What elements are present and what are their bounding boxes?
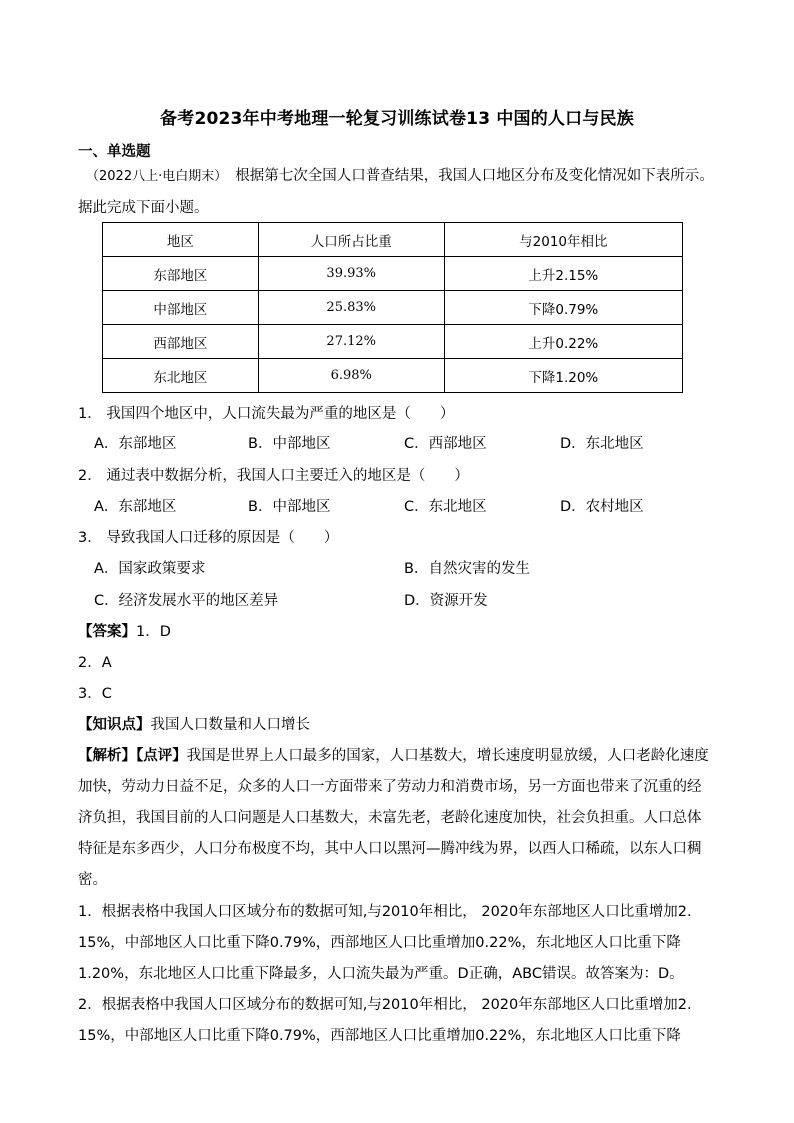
table-cell-change: 上升0.22% [444,325,682,359]
table-row [103,291,683,325]
answer-line-3: 3．C [78,686,112,702]
question-2-option-d[interactable]: D．农村地区 [560,499,644,515]
question-1-option-b[interactable]: B．中部地区 [248,436,331,452]
question-1-option-d[interactable]: D．东北地区 [560,436,644,452]
explanation-1-line-3: 1.20%，东北地区人口比重下降最多，人口流失最为严重。D正确，ABC错误。故答案为：D。 [78,966,684,982]
table-header: 人口所占比重 [258,223,444,257]
intro-line-1 [86,164,714,185]
question-2-option-c[interactable]: C．东北地区 [404,499,487,515]
analysis-line-2: 加快，劳动力日益不足，众多的人口一方面带来了劳动力和消费市场，另一方面也带来了沉重的经 [78,779,702,795]
explanation-1-line-1: 1．根据表格中我国人口区域分布的数据可知,与2010年相比， 2020年东部地区人口比重增加2. [78,904,692,920]
table-header-row [103,223,683,257]
question-3-option-d[interactable]: D．资源开发 [404,593,488,609]
intro-text: 根据第七次全国人口普查结果，我国人口地区分布及变化情况如下表所示。 [235,168,714,184]
question-3-stem: 3． 导致我国人口迁移的原因是（ ） [78,530,339,546]
table-cell-region: 中部地区 [103,291,259,325]
analysis-line-5: 密。 [78,872,107,888]
answer-label: 【答案】 [78,624,136,640]
answer-line-2: 2．A [78,655,112,671]
question-2-option-b[interactable]: B．中部地区 [248,499,331,515]
explanation-1-line-2: 15%，中部地区人口比重下降0.79%，西部地区人口比重增加0.22%，东北地区人口比重下降 [78,935,681,951]
explanation-2-line-1: 2．根据表格中我国人口区域分布的数据可知,与2010年相比， 2020年东部地区人口比重增加2. [78,997,692,1013]
explanation-2-line-2: 15%，中部地区人口比重下降0.79%，西部地区人口比重增加0.22%，东北地区人口比重下降 [78,1028,681,1044]
question-3-option-a[interactable]: A．国家政策要求 [94,561,206,577]
table-cell-region: 东北地区 [103,359,259,393]
question-3-option-b[interactable]: B．自然灾害的发生 [404,561,530,577]
table-cell-share: 25.83% [258,291,444,325]
table-cell-change: 下降0.79% [444,291,682,325]
question-1-option-a[interactable]: A．东部地区 [94,436,177,452]
section-heading: 一、单选题 [78,144,151,160]
table-cell-share: 27.12% [258,325,444,359]
answer-line-1 [78,620,171,641]
question-2-stem: 2． 通过表中数据分析，我国人口主要迁入的地区是（ ） [78,468,469,484]
analysis-text: 我国是世界上人口最多的国家，人口基数大，增长速度明显放缓，人口老龄化速度 [186,748,709,764]
question-source: （2022八上·电白期末） [86,169,228,184]
question-3-option-c[interactable]: C．经济发展水平的地区差异 [94,593,279,609]
knowledge-label: 【知识点】 [78,717,151,733]
table-header: 地区 [103,223,259,257]
question-1-option-c[interactable]: C．西部地区 [404,436,487,452]
knowledge-point [78,713,310,734]
question-1-stem: 1． 我国四个地区中，人口流失最为严重的地区是（ ） [78,406,455,422]
population-table [102,222,683,393]
table-cell-share: 39.93% [258,257,444,291]
analysis-line-3: 济负担，我国目前的人口问题是人口基数大，未富先老，老龄化速度加快，社会负担重。人口总体 [78,810,702,826]
answer-text: 1．D [136,624,171,640]
table-cell-share: 6.98% [258,359,444,393]
table-row [103,359,683,393]
analysis-label: 【解析】【点评】 [78,748,187,764]
question-2-option-a[interactable]: A．东部地区 [94,499,177,515]
table-cell-change: 上升2.15% [444,257,682,291]
analysis-line-1 [78,744,709,765]
page-title: 备考2023年中考地理一轮复习训练试卷13 中国的人口与民族 [160,109,634,129]
knowledge-text: 我国人口数量和人口增长 [150,717,310,733]
table-row [103,325,683,359]
table-cell-region: 东部地区 [103,257,259,291]
intro-line-2: 据此完成下面小题。 [78,200,209,216]
analysis-line-4: 特征是东多西少，人口分布极度不均，其中人口以黑河—腾冲线为界，以西人口稀疏，以东人口稠 [78,841,702,857]
table-header: 与2010年相比 [444,223,682,257]
table-cell-region: 西部地区 [103,325,259,359]
table-row [103,257,683,291]
table-cell-change: 下降1.20% [444,359,682,393]
